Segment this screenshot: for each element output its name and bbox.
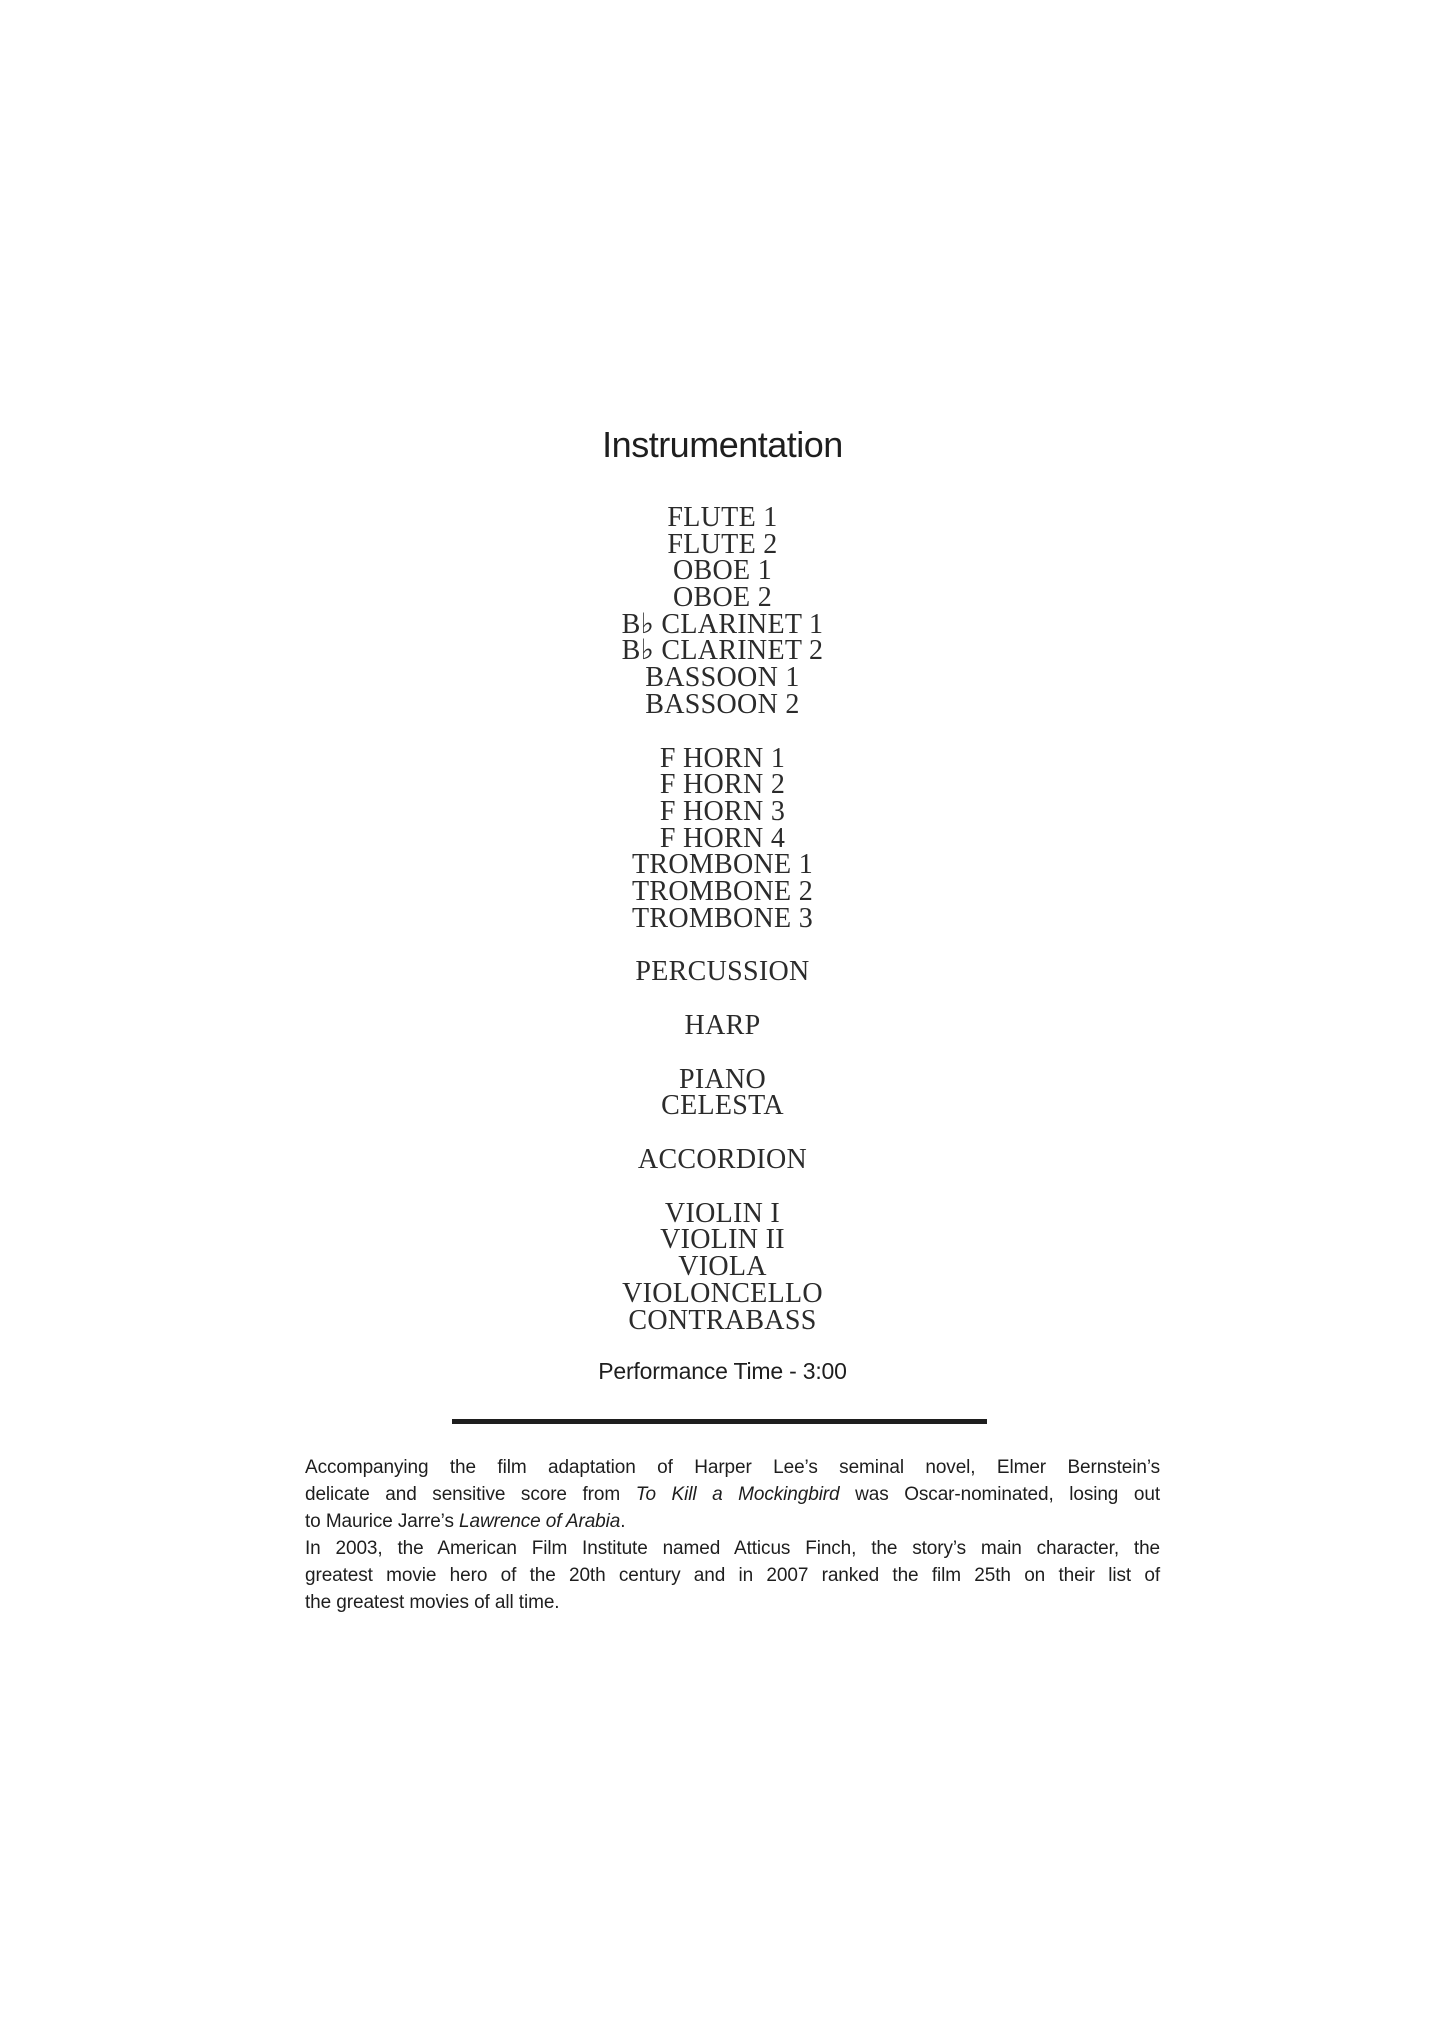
instrument-line: BASSOON 1: [645, 662, 800, 694]
instrument-line: VIOLIN II: [660, 1224, 785, 1256]
page-title: Instrumentation: [602, 424, 843, 465]
notes-text-run: delicate and sensitive score from: [305, 1484, 636, 1505]
notes-text-run: greatest movie hero of the 20th century and in 2007 ranked the film 25th on their list of: [305, 1565, 1160, 1586]
instrument-line: OBOE 1: [672, 555, 773, 587]
horizontal-rule: [452, 1419, 987, 1424]
instrument-line: HARP: [684, 1010, 761, 1041]
notes-italic-run: To Kill a Mockingbird: [635, 1484, 840, 1505]
instrument-group-woodwinds: [0, 502, 1445, 720]
program-notes: [305, 1454, 1160, 1616]
instrument-group-brass: [0, 742, 1445, 934]
notes-italic-run: Lawrence of Arabia: [459, 1511, 621, 1532]
notes-line: [305, 1535, 1160, 1562]
instrument-line: OBOE 2: [672, 582, 773, 614]
notes-line: [305, 1454, 1160, 1481]
instrument-line: PIANO: [678, 1063, 767, 1095]
instrument-line: F HORN 1: [659, 742, 786, 774]
instrument-line: TROMBONE 2: [631, 875, 814, 907]
instrument-group-strings: [0, 1197, 1445, 1336]
instrument-group-percussion: [0, 956, 1445, 988]
notes-text-run: In 2003, the American Film Institute named Atticus Finch, the story’s main character, the: [305, 1538, 1160, 1559]
instrument-line: BASSOON 2: [645, 688, 800, 720]
instrument-line: ACCORDION: [637, 1144, 808, 1176]
performance-time: Performance Time - 3:00: [598, 1358, 847, 1384]
instrument-line: B♭ CLARINET 1: [621, 608, 824, 640]
instrument-line: PERCUSSION: [635, 956, 810, 988]
notes-text-run: was Oscar-nominated, losing out: [839, 1484, 1160, 1505]
notes-text-run: to Maurice Jarre’s: [305, 1511, 460, 1532]
instrument-line: TROMBONE 1: [631, 849, 814, 881]
instrument-line: F HORN 2: [659, 769, 786, 801]
instrument-line: CONTRABASS: [628, 1304, 817, 1336]
instrument-list: [0, 502, 1445, 1336]
notes-line: [305, 1589, 1160, 1616]
notes-line: [305, 1562, 1160, 1589]
instrument-line: F HORN 3: [659, 795, 786, 827]
instrument-group-accordion: [0, 1144, 1445, 1176]
notes-text-run: the greatest movies of all time.: [305, 1592, 560, 1613]
instrument-group-harp: [0, 1010, 1445, 1041]
instrument-group-keyboards: [0, 1063, 1445, 1122]
instrument-line: FLUTE 2: [667, 528, 778, 560]
instrument-line: TROMBONE 3: [631, 902, 814, 934]
notes-line: [305, 1508, 1160, 1535]
instrument-line: CELESTA: [661, 1090, 784, 1122]
notes-line: [305, 1481, 1160, 1508]
notes-text-run: Accompanying the film adaptation of Harper Lee’s seminal novel, Elmer Bernstein’s: [305, 1457, 1160, 1478]
instrument-line: VIOLA: [678, 1251, 767, 1283]
instrument-line: VIOLIN I: [664, 1197, 781, 1229]
instrument-line: VIOLONCELLO: [622, 1277, 823, 1309]
notes-text-run: .: [620, 1511, 626, 1532]
instrument-line: FLUTE 1: [667, 502, 778, 533]
instrument-line: F HORN 4: [659, 822, 786, 854]
instrument-line: B♭ CLARINET 2: [621, 635, 824, 667]
